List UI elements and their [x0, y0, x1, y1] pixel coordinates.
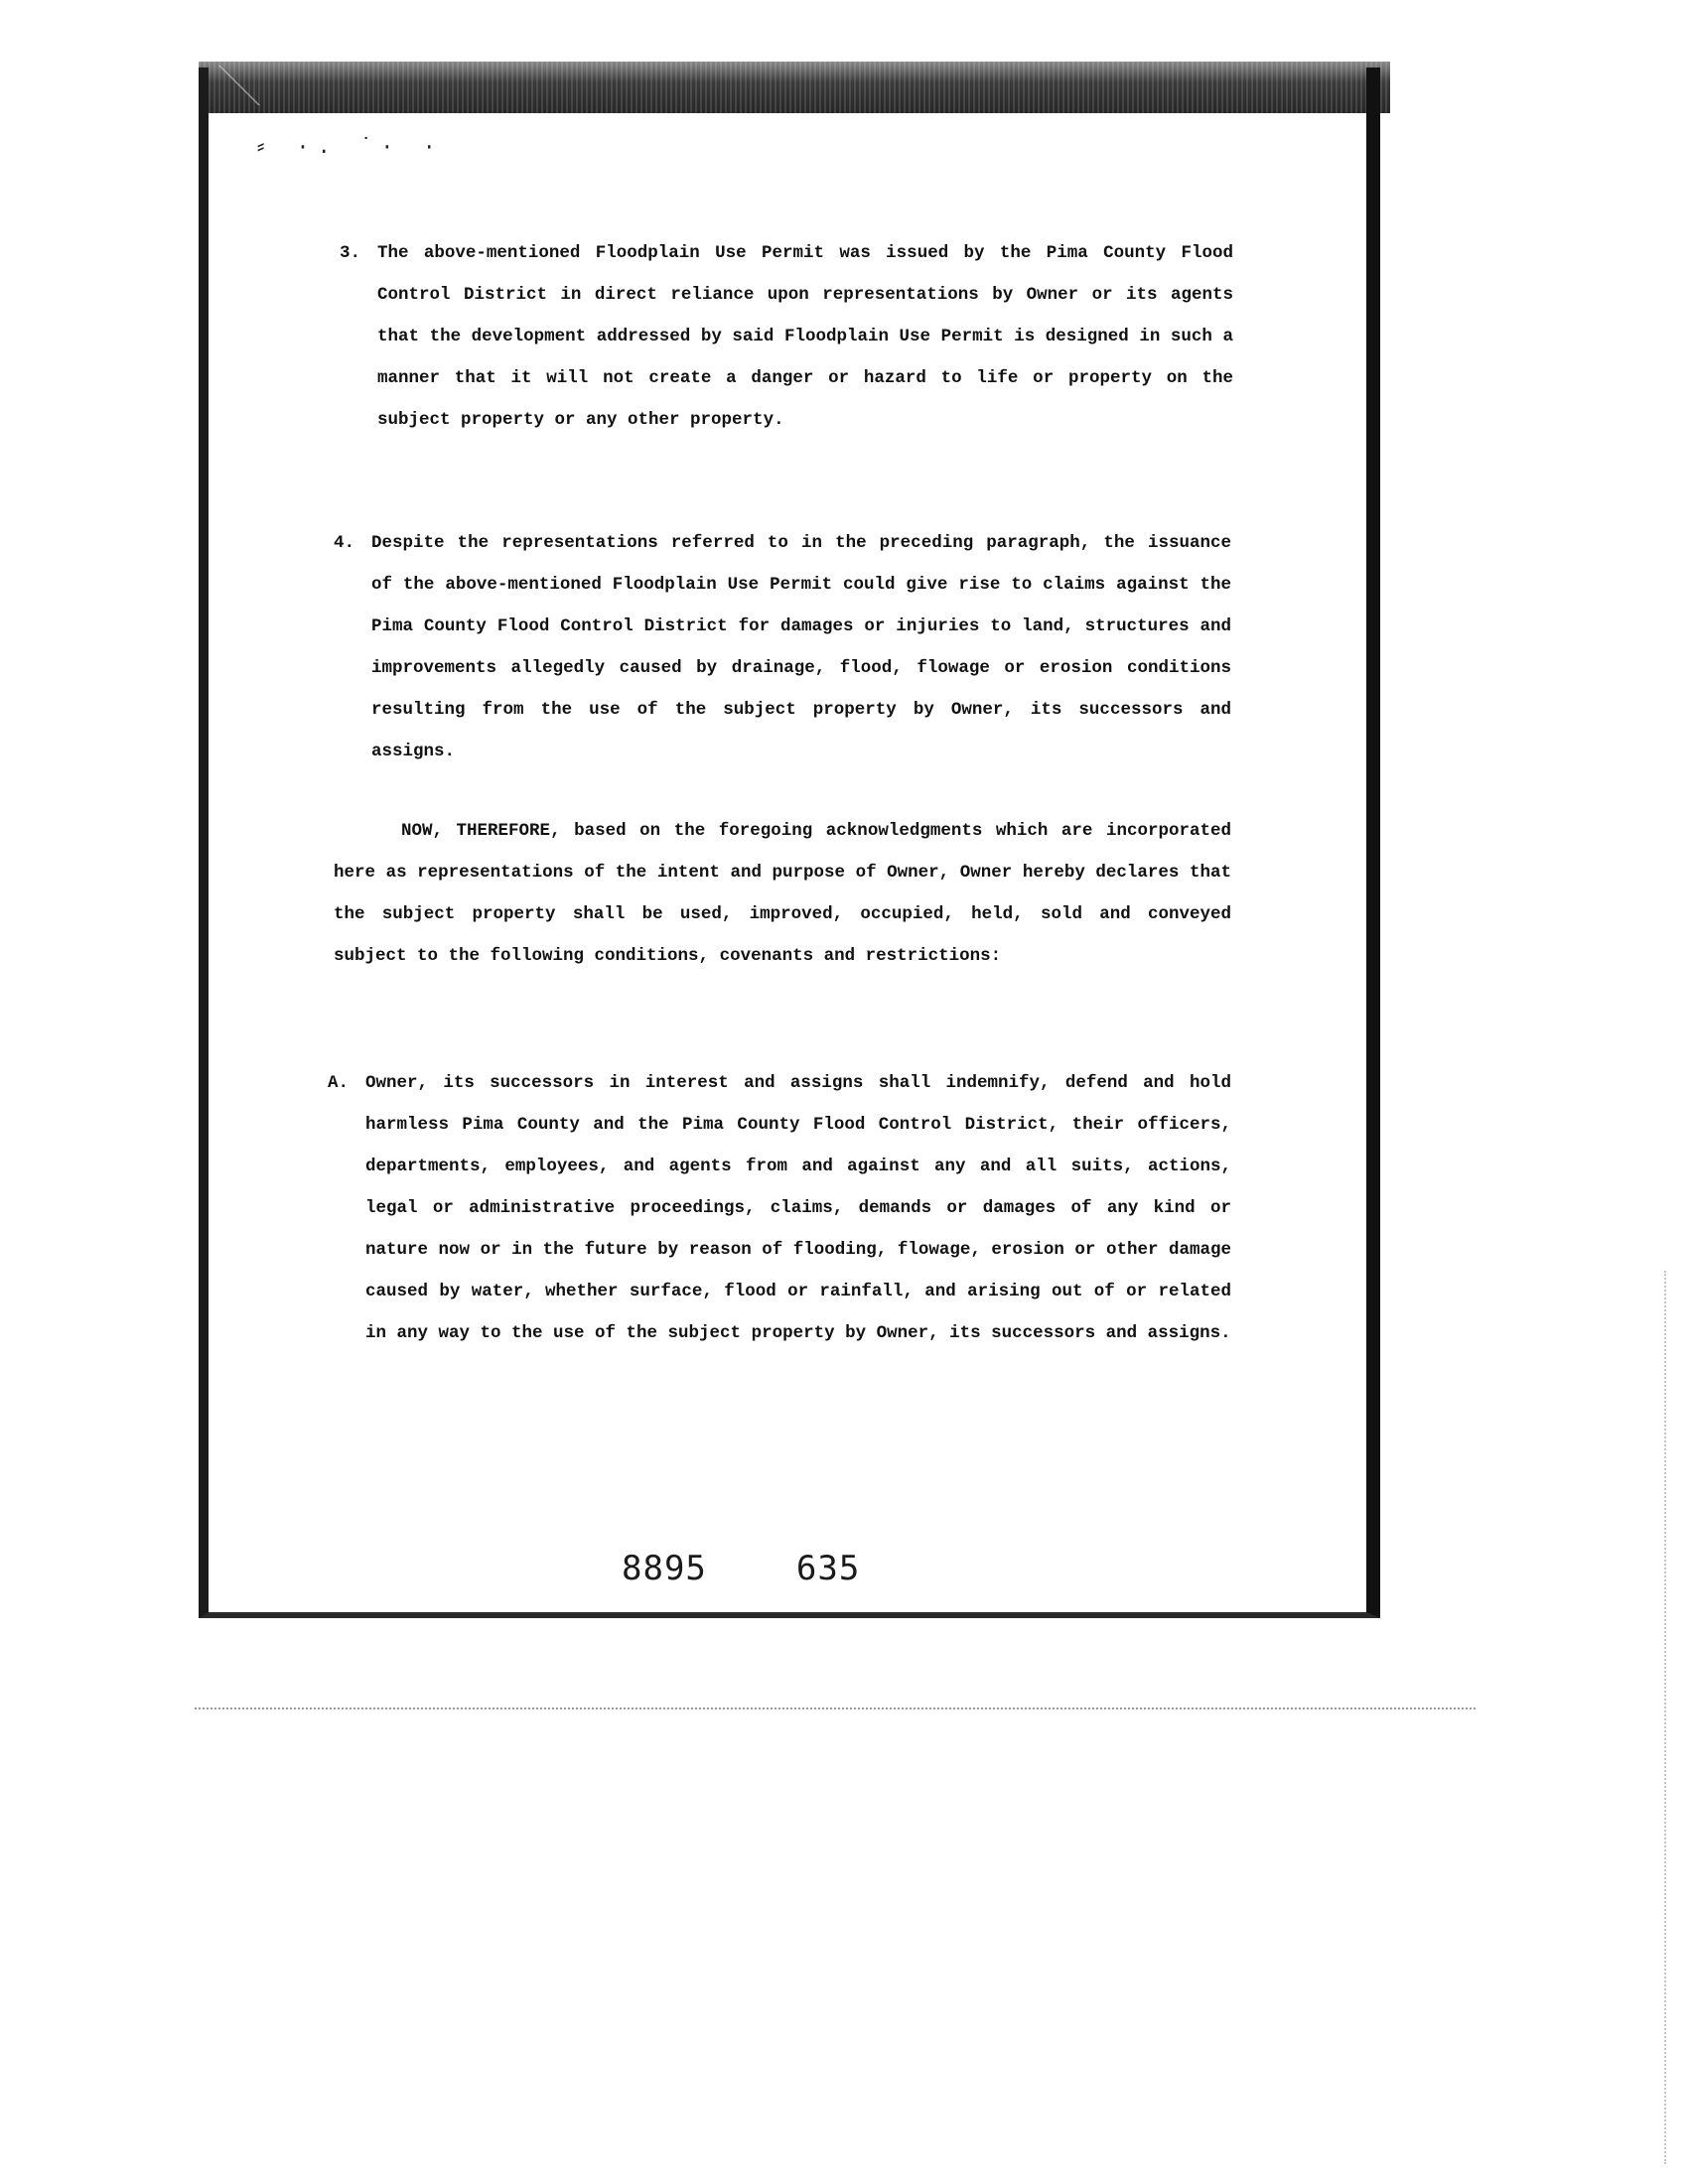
page-number: 635	[795, 1549, 861, 1588]
now-therefore-paragraph: NOW, THEREFORE, based on the foregoing acknowledgments which are incorporated here as representations of the intent and purpose of Owner, Owner hereby declares that the subject property shall be used, improved, occupied, held, sold and conveyed subject to the following conditions, covenants and restrictions:	[334, 821, 1231, 966]
docket-number: 8895	[622, 1549, 707, 1588]
paragraph-4	[334, 522, 1231, 772]
paragraph-number: 4.	[334, 533, 355, 553]
scan-marks: ⸗ ·. ˙· ·	[254, 135, 444, 160]
scan-edge-line	[195, 1707, 1476, 1709]
condition-a	[328, 1062, 1231, 1354]
paragraph-3	[340, 232, 1233, 441]
scan-side-edge	[1664, 1271, 1666, 2164]
condition-letter: A.	[328, 1073, 350, 1093]
docket-page-numbers	[622, 1549, 860, 1588]
paragraph-text: Despite the representations referred to in the preceding paragraph, the issuance of the above-mentioned Floodplain Use Permit could give rise to claims against the Pima County Flood Control District for damages or injuries to land, structures and improvements allegedly caused by drainage, flood, flowage or erosion conditions resulting from the use of the subject property by Owner, its successors and assigns.	[371, 533, 1231, 761]
paragraph-number: 3.	[340, 243, 361, 263]
condition-text: Owner, its successors in interest and assigns shall indemnify, defend and hold harmless Pima County and the Pima County Flood Control District, their officers, departments, employees, and agents from and against any and all suits, actions, legal or administrative proceedings, claims, demands or damages of any kind or nature now or in the future by reason of flooding, flowage, erosion or other damage caused by water, whether surface, flood or rainfall, and arising out of or related in any way to the use of the subject property by Owner, its successors and assigns.	[365, 1073, 1231, 1343]
paragraph-text: The above-mentioned Floodplain Use Permit was issued by the Pima County Flood Control District in direct reliance upon representations by Owner or its agents that the development addressed by said Floodplain Use Permit is designed in such a manner that it will not create a danger or hazard to life or property on the subject property or any other property.	[377, 243, 1233, 430]
